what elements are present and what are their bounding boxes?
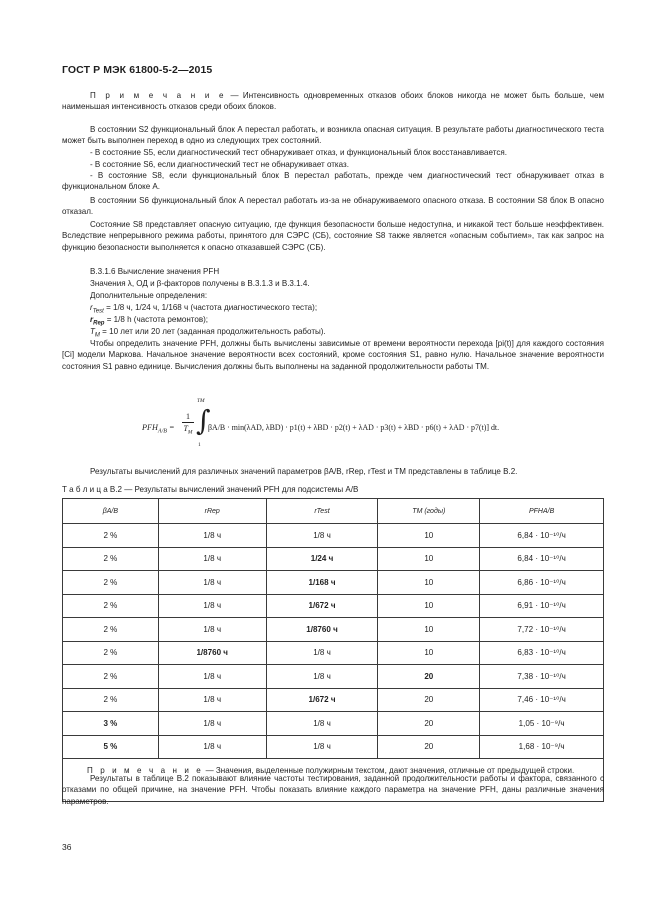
table-caption: Т а б л и ц а В.2 — Результаты вычислений значений PFH для подсистемы А/В (62, 485, 359, 494)
table-cell: 7,38 · 10⁻¹⁰/ч (480, 665, 604, 689)
pfh-formula (138, 398, 558, 452)
header-beta: βA/B (63, 499, 159, 524)
table-cell: 2 % (63, 641, 159, 665)
integral-lower-limit: 1 (198, 442, 201, 448)
page-number: 36 (62, 842, 72, 852)
table-cell: 20 (378, 735, 480, 759)
results-intro: Результаты вычислений для различных значений параметров βA/B, rRep, rTest и TM представлены в таблице В.2. (90, 467, 518, 476)
table-cell: 1/8 ч (266, 641, 378, 665)
table-row (63, 735, 604, 759)
header-t-m: TM (годы) (378, 499, 480, 524)
table-cell: 1/8 ч (158, 735, 266, 759)
table-body (63, 524, 604, 759)
table-cell: 1/8 ч (158, 524, 266, 548)
table-cell: 7,72 · 10⁻¹⁰/ч (480, 618, 604, 642)
additional-definitions: Дополнительные определения: (90, 291, 208, 300)
table-cell: 6,91 · 10⁻¹⁰/ч (480, 594, 604, 618)
table-row (63, 571, 604, 595)
table-cell: 1/8 ч (158, 618, 266, 642)
table-cell: 6,86 · 10⁻¹⁰/ч (480, 571, 604, 595)
formula-body: βA/B · min(λAD, λBD) · p1(t) + λBD · p2(t) + λAD · p3(t) + λBD · p6(t) + λAD · p7(t)] dt. (208, 423, 500, 432)
table-cell: 1/8 ч (266, 524, 378, 548)
table-note-label: П р и м е ч а н и е (87, 766, 204, 775)
table-row (63, 712, 604, 736)
table-cell: 1/8 ч (158, 712, 266, 736)
paragraph-final: Результаты в таблице В.2 показывают влияние частоты тестирования, заданной продолжительности работы и фактора, связанного с отказами по общей причине, на значение PFH. Чтобы показать влияние каждого параметра на значение PFH, даны различные значения параметров. (62, 774, 604, 806)
paragraph-state-s6: В состоянии S6 функциональный блок А перестал работать из-за не обнаруживаемого опасного отказа. В состоянии S8 блок В опасно отказал. (62, 196, 604, 217)
table-cell: 1/672 ч (266, 594, 378, 618)
table-cell: 5 % (63, 735, 159, 759)
table-cell: 1/8 ч (158, 547, 266, 571)
table-cell: 1,68 · 10⁻⁹/ч (480, 735, 604, 759)
formula-fraction: 1 $T_M$ (183, 412, 193, 436)
table-note-text: — Значения, выделенные полужирным текстом, дают значения, отличные от предыдущей строки. (203, 766, 575, 775)
bullet-s5: - В состояние S5, если диагностический тест обнаруживает отказ, и функциональный блок восстанавливается. (90, 148, 507, 157)
table-cell: 20 (378, 688, 480, 712)
bullet-s6: - В состояние S6, если диагностический тест не обнаруживает отказ. (90, 159, 349, 169)
table-cell: 6,84 · 10⁻¹⁰/ч (480, 524, 604, 548)
table-cell: 1/8 ч (158, 571, 266, 595)
section-title: В.3.1.6 Вычисление значения PFH (90, 267, 220, 276)
table-cell: 10 (378, 641, 480, 665)
note-text: — Интенсивность одновременных отказов обоих блоков никогда не может быть больше, чем наименьшая интенсивность отказов среди обоих блоков. (62, 91, 604, 112)
note-paragraph (62, 90, 604, 113)
table-cell: 10 (378, 618, 480, 642)
table-cell: 1/672 ч (266, 688, 378, 712)
integral-sign: ∫ (196, 404, 211, 437)
table-cell: 1/24 ч (266, 547, 378, 571)
table-cell: 10 (378, 594, 480, 618)
results-table (62, 498, 604, 802)
paragraph-pfh: Чтобы определить значение PFH, должны быть вычислены зависимые от времени вероятности перехода [pi(t)] для каждого состояния [Ci] модели Маркова. Начальное значение вероятности всех состояний, кроме состояния S1, равно нулю. Начальное значение вероятности состояния S1 равно единице. Вычисления должны быть выполнены на заданной продолжительности работы TM. (62, 339, 604, 371)
header-r-test: rTest (266, 499, 378, 524)
table-cell: 1/8 ч (158, 594, 266, 618)
table-cell: 1/8 ч (158, 665, 266, 689)
paragraph-state-s2: В состоянии S2 функциональный блок А перестал работать, и возникла опасная ситуация. В результате работы диагностического теста может быть выполнен переход в одно из следующих трех состояний. (62, 125, 604, 146)
values-line: Значения λ, ОД и β-факторов получены в В.3.1.3 и В.3.1.4. (90, 279, 310, 288)
table-cell: 10 (378, 571, 480, 595)
table-cell: 2 % (63, 618, 159, 642)
table-cell: 1/8 ч (266, 712, 378, 736)
table-cell: 20 (378, 665, 480, 689)
bullet-s8: - В состояние S8, если функциональный блок В перестал работать, прежде чем диагностический тест обнаруживает отказ в функциональном блоке А. (62, 171, 604, 192)
definition-r-test: $r_{Test} = 1/8$ ч, 1/24 ч, 1/168 ч (частота диагностического теста); (90, 303, 318, 315)
table-row (63, 618, 604, 642)
table-cell: 1/8 ч (266, 735, 378, 759)
table-cell: 2 % (63, 524, 159, 548)
table-cell: 1/8760 ч (266, 618, 378, 642)
table-cell: 2 % (63, 594, 159, 618)
formula-lhs: $PFH_{A/B}$ = (142, 423, 175, 435)
table-cell: 2 % (63, 688, 159, 712)
table-header-row (63, 499, 604, 524)
table-cell: 7,46 · 10⁻¹⁰/ч (480, 688, 604, 712)
integral-upper-limit: TM (197, 398, 205, 404)
table-row (63, 547, 604, 571)
document-header: ГОСТ Р МЭК 61800-5-2—2015 (62, 64, 213, 76)
table-cell: 1,05 · 10⁻⁹/ч (480, 712, 604, 736)
table-cell: 10 (378, 524, 480, 548)
definition-r-rep: $r_{Rep} = 1/8$ h (частота ремонтов); (90, 315, 209, 327)
table-row (63, 641, 604, 665)
table-cell: 1/8 ч (266, 665, 378, 689)
table-cell: 2 % (63, 665, 159, 689)
table-cell: 6,83 · 10⁻¹⁰/ч (480, 641, 604, 665)
table-cell: 1/8 ч (158, 688, 266, 712)
header-r-rep: rRep (158, 499, 266, 524)
table-row (63, 665, 604, 689)
table-cell: 2 % (63, 571, 159, 595)
header-pfh: PFHA/B (480, 499, 604, 524)
table-cell: 1/168 ч (266, 571, 378, 595)
definition-t-m: $T_M = 10$ лет или 20 лет (заданная продолжительность работы). (90, 327, 326, 339)
table-cell: 20 (378, 712, 480, 736)
paragraph-state-s8: Состояние S8 представляет опасную ситуацию, где функция безопасности больше недоступна, и никакой тест больше неэффективен. Вследствие непрерывного режима работы, принятого для СЭРС (СБ), состояние S8 также является «опасным событием», так как запрос на функцию безопасности выполняется к опасно отказавшей СЭРС (СБ). (62, 220, 604, 252)
note-label: П р и м е ч а н и е (90, 91, 227, 100)
table-row (63, 688, 604, 712)
table-cell: 2 % (63, 547, 159, 571)
table-row (63, 524, 604, 548)
table-cell: 1/8760 ч (158, 641, 266, 665)
table-row (63, 594, 604, 618)
table-cell: 10 (378, 547, 480, 571)
table-cell: 3 % (63, 712, 159, 736)
table-cell: 6,84 · 10⁻¹⁰/ч (480, 547, 604, 571)
